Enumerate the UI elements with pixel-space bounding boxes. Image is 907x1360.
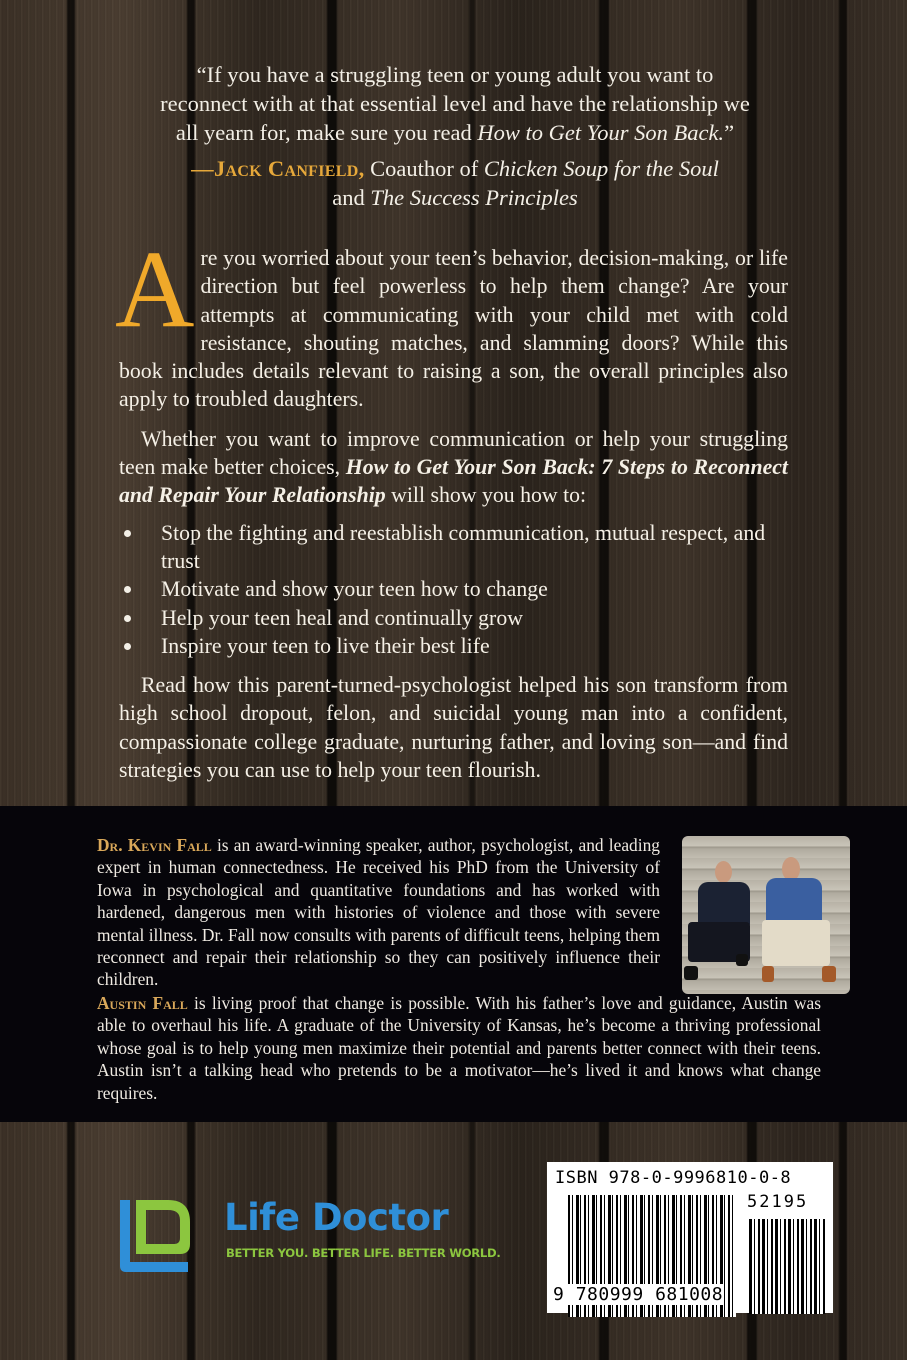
isbn-label: ISBN 978-0-9996810-0-8	[555, 1168, 792, 1188]
quote-line: reconnect with at that essential level and have the relationship we	[160, 91, 750, 116]
quote-line	[95, 118, 815, 147]
attribution-dash: —	[191, 156, 214, 181]
book-full-title: How to Get Your Son Back: 7 Steps to Reconnect and Repair Your Relationship	[119, 455, 788, 508]
quote-text: all yearn for, make sure you read	[175, 120, 478, 145]
bullet-icon	[124, 586, 131, 593]
attribution-and: and	[332, 185, 371, 210]
barcode-addon-bars-icon	[749, 1219, 825, 1314]
book-description	[115, 228, 788, 795]
publisher-logo	[114, 1188, 501, 1278]
paragraph-2-pre: Whether you want to improve communication or help your struggling teen make better choices,	[119, 426, 788, 480]
bullet-icon	[124, 643, 131, 650]
endorser-book-1: Chicken Soup for the Soul	[483, 156, 719, 181]
author-name: Austin Fall	[97, 993, 188, 1013]
author-bio-kevin	[97, 834, 660, 991]
endorser-book-2: The Success Principles	[370, 185, 578, 210]
author-name: Dr. Kevin Fall	[97, 835, 212, 855]
list-item	[119, 519, 788, 576]
endorsement-quote	[95, 60, 815, 212]
list-item-text: Help your teen heal and continually grow	[161, 605, 523, 630]
author-bio-austin	[97, 992, 821, 1104]
paragraph-1-text: re you worried about your teen’s behavior, decision-making, or life direction but feel powerless to help them change? Are your attempts at communicating with your child met with cold resistance, shouting matches, and slamming doors? While this book includes details relevant to raising a son, the overall principles also apply to troubled daughters.	[119, 246, 788, 412]
isbn-barcode	[547, 1162, 833, 1313]
endorsement-attribution	[95, 154, 815, 183]
ean-number	[553, 1284, 723, 1305]
author-photo	[682, 836, 850, 994]
list-item-text: Motivate and show your teen how to change	[161, 577, 548, 602]
ean-group-1: 780999	[575, 1284, 644, 1305]
list-item-text: Stop the fighting and reestablish communication, mutual respect, and trust	[161, 520, 766, 573]
list-item-text: Inspire your teen to live their best life	[161, 633, 490, 658]
author-bio-text: is an award-winning speaker, author, psychologist, and leading expert in human connectedness. He received his PhD from the University of Iowa in psychological and quantitative foundations and has worked with hardened, dangerous men with histories of violence and those with severe mental illness. Dr. Fall now consults with parents of difficult teens, helping them reconnect and repair their relationship so they can positively influence their children.	[97, 835, 660, 990]
ean-first-digit: 9	[553, 1284, 565, 1305]
price-code: 52195	[747, 1192, 809, 1212]
quote-close: ”	[724, 120, 735, 145]
bullet-icon	[124, 530, 131, 537]
benefits-list	[119, 519, 788, 660]
list-item	[119, 604, 788, 632]
author-section	[0, 806, 907, 1122]
endorser-role: Coauthor of	[364, 156, 484, 181]
quote-line: “If you have a struggling teen or young adult you want to	[196, 62, 714, 87]
author-bio-text: is living proof that change is possible. With his father’s love and guidance, Austin was able to overhaul his life. A graduate of the University of Kansas, he’s become a thriving professional whose goal is to help young men maximize their potential and parents better connect with their teens. Austin isn’t a talking head who pretends to be a motivator—he’s lived it and knows what change requires.	[97, 993, 821, 1103]
drop-cap: A	[115, 228, 195, 350]
endorsement-attribution-line2	[95, 183, 815, 212]
paragraph-2-post: will show you how to:	[385, 483, 587, 508]
list-item	[119, 575, 788, 603]
endorser-name: Jack Canfield,	[213, 156, 365, 181]
author-figure-austin	[682, 836, 850, 994]
description-paragraph-3: Read how this parent-turned-psychologist helped his son transform from high school dropout, felon, and suicidal young man into a confident, compassionate college graduate, nurturing father, and loving son—and find strategies you can use to help your teen flourish.	[119, 673, 788, 783]
publisher-name: Life Doctor	[224, 1196, 449, 1239]
list-item	[119, 632, 788, 660]
publisher-tagline: BETTER YOU. BETTER LIFE. BETTER WORLD.	[226, 1246, 501, 1260]
quote-book-title: How to Get Your Son Back.	[477, 120, 725, 145]
description-paragraph-1	[115, 228, 788, 414]
ean-group-2: 681008	[655, 1284, 724, 1305]
life-doctor-logo-icon	[116, 1196, 194, 1274]
bullet-icon	[124, 615, 131, 622]
description-paragraph-2	[119, 425, 788, 510]
